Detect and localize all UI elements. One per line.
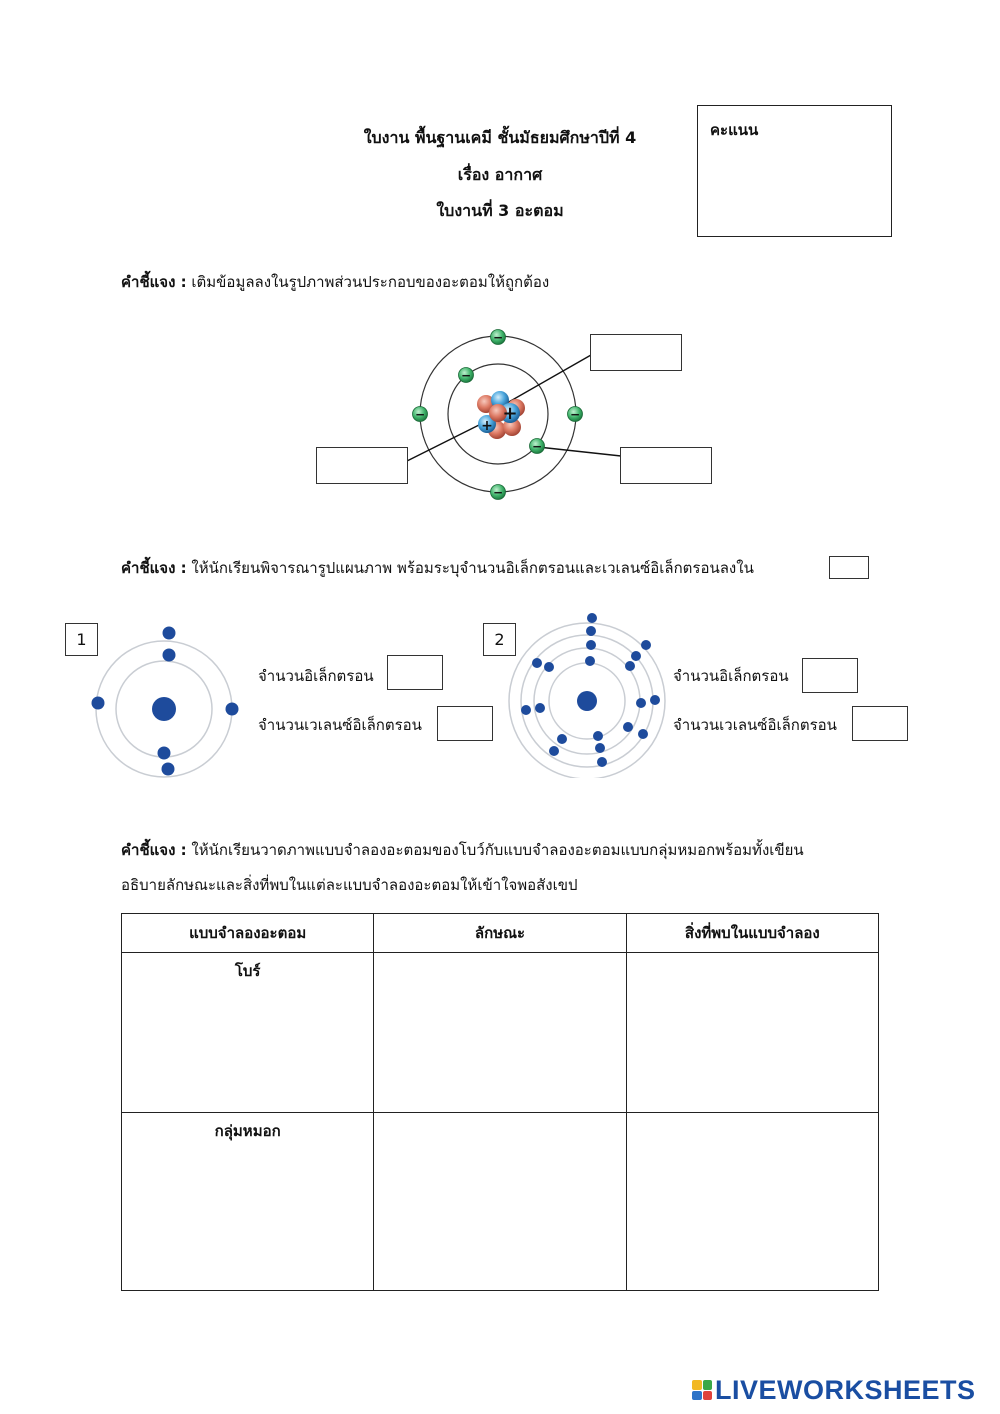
atom1-electron bbox=[163, 627, 176, 640]
atom2-nucleus bbox=[577, 691, 597, 711]
atom2-electron bbox=[597, 757, 607, 767]
atom1-electron bbox=[92, 697, 105, 710]
atom2-electrons-label: จำนวนอิเล็กตรอน bbox=[673, 667, 789, 685]
atom1-valence-label: จำนวนเวเลนซ์อิเล็กตรอน bbox=[258, 716, 422, 734]
electron-symbol: − bbox=[569, 407, 581, 422]
atom2-electron bbox=[650, 695, 660, 705]
atom1-electron bbox=[163, 649, 176, 662]
atom1-electron bbox=[162, 763, 175, 776]
atom2-electron bbox=[631, 651, 641, 661]
proton-symbol: + bbox=[502, 403, 518, 424]
model-name-bohr: โบร์ bbox=[122, 953, 374, 1113]
atom-label-answer-left[interactable] bbox=[316, 447, 408, 484]
bohr-findings-cell[interactable] bbox=[626, 953, 878, 1113]
atom-label-answer-right[interactable] bbox=[620, 447, 712, 484]
electron-symbol: − bbox=[492, 485, 504, 500]
electron-symbol: − bbox=[414, 407, 426, 422]
atom-models-table bbox=[121, 913, 879, 1291]
atom2-electron bbox=[521, 705, 531, 715]
atom1-electrons-label: จำนวนอิเล็กตรอน bbox=[258, 667, 374, 685]
instruction-1-text: เติมข้อมูลลงในรูปภาพส่วนประกอบของอะตอมให้ถูกต้อง bbox=[191, 273, 550, 291]
cloud-findings-cell[interactable] bbox=[626, 1113, 878, 1291]
electron bbox=[413, 407, 428, 422]
atom2-electron bbox=[544, 662, 554, 672]
atom2-electron bbox=[532, 658, 542, 668]
topic-title: เรื่อง อากาศ bbox=[457, 165, 543, 184]
cloud-characteristics-cell[interactable] bbox=[374, 1113, 626, 1291]
atom2-electron bbox=[623, 722, 633, 732]
atom2-number: 2 bbox=[483, 623, 516, 656]
brand-name: LIVEWORKSHEETS bbox=[715, 1374, 976, 1405]
instruction-3-text: ให้นักเรียนวาดภาพแบบจำลองอะตอมของโบว์กับแบบจำลองอะตอมแบบกลุ่มหมอกพร้อมทั้งเขียน bbox=[191, 841, 804, 859]
electron bbox=[568, 407, 583, 422]
electron bbox=[491, 330, 506, 345]
atom1-number: 1 bbox=[65, 623, 98, 656]
atom2-valence-label: จำนวนเวเลนซ์อิเล็กตรอน bbox=[673, 716, 837, 734]
atom1-electron bbox=[226, 703, 239, 716]
worksheet-number: ใบงานที่ 3 อะตอม bbox=[436, 201, 564, 220]
atom2-electrons-input[interactable] bbox=[802, 658, 858, 693]
table-row bbox=[122, 953, 879, 1113]
instruction-2-label: คำชี้แจง : bbox=[121, 559, 187, 577]
atom2-electron bbox=[595, 743, 605, 753]
proton-symbol: + bbox=[481, 418, 493, 434]
atom2-electron bbox=[625, 661, 635, 671]
instruction-3-line2: อธิบายลักษณะและสิ่งที่พบในแต่ละแบบจำลองอะตอมให้เข้าใจพอสังเขป bbox=[121, 876, 578, 894]
instruction-3-label: คำชี้แจง : bbox=[121, 841, 187, 859]
atom2-electron bbox=[549, 746, 559, 756]
atom2-electron bbox=[586, 626, 596, 636]
atom2-electron bbox=[587, 613, 597, 623]
table-row bbox=[122, 1113, 879, 1291]
electron bbox=[491, 485, 506, 500]
logo-grid-icon bbox=[692, 1380, 712, 1400]
pointer-line-left bbox=[407, 423, 483, 461]
electron bbox=[530, 439, 545, 454]
instruction-2 bbox=[121, 556, 754, 580]
electron-symbol: − bbox=[531, 439, 543, 454]
atom2-diagram bbox=[508, 608, 668, 778]
example-answer-box bbox=[829, 556, 869, 579]
electron-symbol: − bbox=[492, 330, 504, 345]
atom1-electron bbox=[158, 747, 171, 760]
atom1-nucleus bbox=[152, 697, 176, 721]
atom2-electron bbox=[535, 703, 545, 713]
header-model: แบบจำลองอะตอม bbox=[122, 914, 374, 953]
atom2-electron bbox=[586, 640, 596, 650]
instruction-1-label: คำชี้แจง : bbox=[121, 273, 187, 291]
atom1-electrons-input[interactable] bbox=[387, 655, 443, 690]
atom2-electron bbox=[585, 656, 595, 666]
atom1-diagram bbox=[85, 620, 245, 785]
table-header-row bbox=[122, 914, 879, 953]
atom2-electron bbox=[638, 729, 648, 739]
nucleus bbox=[477, 391, 525, 439]
score-box[interactable] bbox=[697, 105, 892, 237]
model-name-cloud: กลุ่มหมอก bbox=[122, 1113, 374, 1291]
instruction-1 bbox=[121, 270, 549, 294]
pointer-line-right bbox=[538, 447, 621, 456]
score-label: คะแนน bbox=[710, 121, 759, 139]
atom-label-answer-top[interactable] bbox=[590, 334, 682, 371]
atom2-valence-input[interactable] bbox=[852, 706, 908, 741]
atom2-electron bbox=[641, 640, 651, 650]
atom1-valence-input[interactable] bbox=[437, 706, 493, 741]
atom2-electron bbox=[557, 734, 567, 744]
electron bbox=[459, 368, 474, 383]
bohr-characteristics-cell[interactable] bbox=[374, 953, 626, 1113]
atom2-electron bbox=[593, 731, 603, 741]
header-characteristics: ลักษณะ bbox=[374, 914, 626, 953]
header-findings: สิ่งที่พบในแบบจำลอง bbox=[626, 914, 878, 953]
atom2-electron bbox=[636, 698, 646, 708]
instruction-3 bbox=[121, 838, 804, 862]
liveworksheets-logo bbox=[692, 1376, 976, 1404]
instruction-2-text: ให้นักเรียนพิจารณารูปแผนภาพ พร้อมระบุจำนวนอิเล็กตรอนและเวเลนซ์อิเล็กตรอนลงใน bbox=[191, 559, 754, 577]
worksheet-title: ใบงาน พื้นฐานเคมี ชั้นมัธยมศึกษาปีที่ 4 bbox=[363, 128, 637, 147]
electron-symbol: − bbox=[460, 368, 472, 383]
